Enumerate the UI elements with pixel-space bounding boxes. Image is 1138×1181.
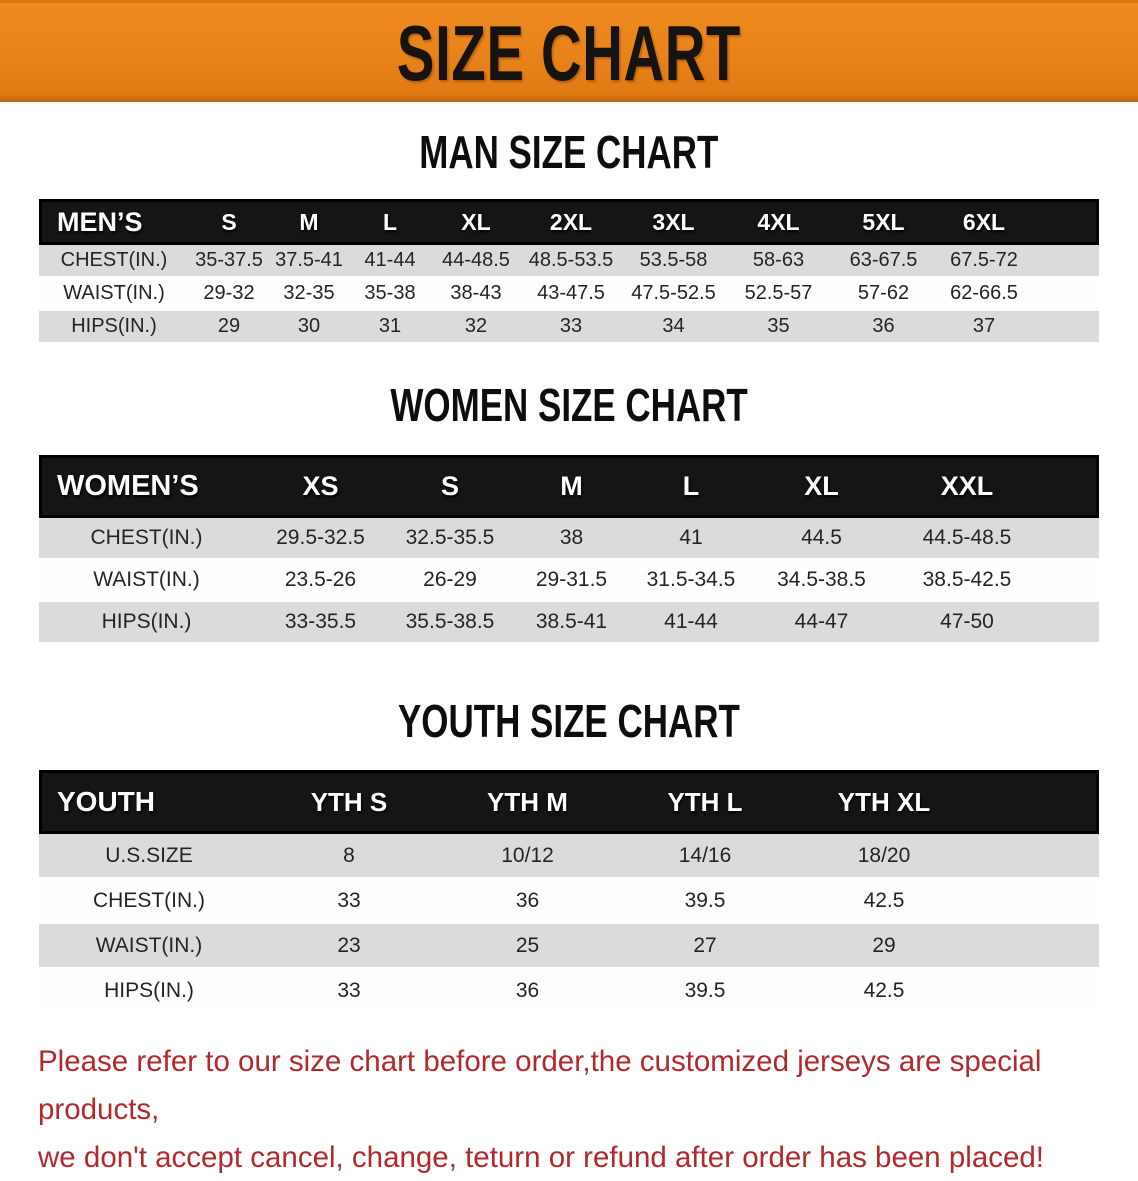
measurement-value-cell: 44-48.5 [431, 245, 521, 278]
measurement-value-cell: 32-35 [269, 278, 349, 311]
measurement-row-label: CHEST(IN.) [39, 879, 259, 924]
youth-header-row [39, 770, 1099, 834]
measurement-value-cell: 38.5-41 [513, 602, 630, 644]
measurement-value-cell: 29.5-32.5 [254, 518, 387, 560]
measurement-value-cell: 26-29 [387, 560, 513, 602]
disclaimer-text [38, 1038, 1108, 1181]
measurement-value-cell: 30 [269, 311, 349, 344]
measurement-value-cell: 41 [630, 518, 752, 560]
measurement-row-label: U.S.SIZE [39, 834, 259, 879]
measurement-row [39, 311, 1099, 344]
measurement-value-cell: 38.5-42.5 [891, 560, 1043, 602]
measurement-value-cell: 29 [794, 924, 974, 969]
measurement-value-cell: 44.5-48.5 [891, 518, 1043, 560]
size-column-header: L [349, 199, 431, 245]
measurement-value-cell: 27 [616, 924, 794, 969]
size-column-header: M [513, 455, 630, 518]
measurement-value-cell: 14/16 [616, 834, 794, 879]
disclaimer-line-1: Please refer to our size chart before order,the customized jerseys are special products, [38, 1045, 1042, 1126]
size-column-header: XXL [891, 455, 1043, 518]
measurement-value-cell: 38 [513, 518, 630, 560]
measurement-value-cell: 36 [439, 969, 616, 1014]
men-header-row [39, 199, 1099, 245]
filler-cell [974, 834, 1099, 879]
measurement-value-cell: 41-44 [349, 245, 431, 278]
measurement-value-cell: 38-43 [431, 278, 521, 311]
size-column-header: XL [752, 455, 891, 518]
youth-size-table [39, 770, 1099, 1014]
measurement-value-cell: 33 [259, 969, 439, 1014]
filler-cell [974, 770, 1099, 834]
measurement-row-label: WAIST(IN.) [39, 560, 254, 602]
measurement-value-cell: 33-35.5 [254, 602, 387, 644]
filler-cell [1032, 311, 1099, 344]
measurement-value-cell: 8 [259, 834, 439, 879]
measurement-value-cell: 42.5 [794, 879, 974, 924]
filler-cell [974, 924, 1099, 969]
measurement-row [39, 969, 1099, 1014]
measurement-value-cell: 44-47 [752, 602, 891, 644]
measurement-value-cell: 25 [439, 924, 616, 969]
size-column-header: S [387, 455, 513, 518]
filler-cell [1043, 602, 1099, 644]
measurement-value-cell: 44.5 [752, 518, 891, 560]
filler-cell [1032, 199, 1099, 245]
measurement-value-cell: 32 [431, 311, 521, 344]
size-column-header: 6XL [936, 199, 1032, 245]
measurement-value-cell: 37 [936, 311, 1032, 344]
measurement-row [39, 278, 1099, 311]
measurement-value-cell: 23 [259, 924, 439, 969]
measurement-value-cell: 35-37.5 [189, 245, 269, 278]
size-column-header: S [189, 199, 269, 245]
disclaimer-line-2: we don't accept cancel, change, teturn or refund after order has been placed! [38, 1140, 1044, 1174]
men-section-heading: MAN SIZE CHART [419, 126, 719, 178]
youth-table-body [39, 834, 1099, 1014]
size-chart-banner [0, 0, 1138, 102]
size-column-header: M [269, 199, 349, 245]
measurement-value-cell: 34 [621, 311, 726, 344]
measurement-value-cell: 10/12 [439, 834, 616, 879]
filler-cell [1032, 245, 1099, 278]
measurement-value-cell: 31.5-34.5 [630, 560, 752, 602]
measurement-row-label: HIPS(IN.) [39, 602, 254, 644]
measurement-value-cell: 35 [726, 311, 831, 344]
measurement-value-cell: 39.5 [616, 879, 794, 924]
women-section-heading: WOMEN SIZE CHART [390, 379, 748, 431]
measurement-value-cell: 52.5-57 [726, 278, 831, 311]
measurement-row-label: WAIST(IN.) [39, 924, 259, 969]
measurement-value-cell: 36 [831, 311, 936, 344]
size-column-header: XS [254, 455, 387, 518]
size-column-header: YTH M [439, 770, 616, 834]
measurement-value-cell: 18/20 [794, 834, 974, 879]
measurement-value-cell: 63-67.5 [831, 245, 936, 278]
filler-cell [974, 969, 1099, 1014]
filler-cell [974, 879, 1099, 924]
measurement-value-cell: 36 [439, 879, 616, 924]
measurement-value-cell: 32.5-35.5 [387, 518, 513, 560]
measurement-value-cell: 29 [189, 311, 269, 344]
measurement-value-cell: 35-38 [349, 278, 431, 311]
measurement-value-cell: 29-32 [189, 278, 269, 311]
measurement-row [39, 879, 1099, 924]
women-table-body [39, 518, 1099, 644]
measurement-value-cell: 34.5-38.5 [752, 560, 891, 602]
measurement-row-label: CHEST(IN.) [39, 245, 189, 278]
measurement-value-cell: 47.5-52.5 [621, 278, 726, 311]
corner-label: MEN’S [39, 199, 189, 245]
measurement-row-label: HIPS(IN.) [39, 969, 259, 1014]
measurement-value-cell: 23.5-26 [254, 560, 387, 602]
measurement-row [39, 560, 1099, 602]
measurement-row [39, 518, 1099, 560]
measurement-value-cell: 57-62 [831, 278, 936, 311]
size-column-header: 3XL [621, 199, 726, 245]
women-size-table [39, 455, 1099, 644]
measurement-row [39, 924, 1099, 969]
measurement-row-label: WAIST(IN.) [39, 278, 189, 311]
corner-label: YOUTH [39, 770, 259, 834]
men-size-table [39, 199, 1099, 344]
measurement-value-cell: 42.5 [794, 969, 974, 1014]
measurement-value-cell: 47-50 [891, 602, 1043, 644]
filler-cell [1043, 560, 1099, 602]
measurement-value-cell: 29-31.5 [513, 560, 630, 602]
size-column-header: YTH S [259, 770, 439, 834]
measurement-value-cell: 62-66.5 [936, 278, 1032, 311]
measurement-value-cell: 37.5-41 [269, 245, 349, 278]
measurement-value-cell: 53.5-58 [621, 245, 726, 278]
women-header-row [39, 455, 1099, 518]
men-table-body [39, 245, 1099, 344]
size-column-header: YTH XL [794, 770, 974, 834]
measurement-value-cell: 41-44 [630, 602, 752, 644]
measurement-row [39, 834, 1099, 879]
size-column-header: XL [431, 199, 521, 245]
filler-cell [1043, 455, 1099, 518]
size-column-header: L [630, 455, 752, 518]
measurement-value-cell: 58-63 [726, 245, 831, 278]
size-column-header: 2XL [521, 199, 621, 245]
measurement-value-cell: 35.5-38.5 [387, 602, 513, 644]
measurement-value-cell: 43-47.5 [521, 278, 621, 311]
measurement-value-cell: 67.5-72 [936, 245, 1032, 278]
corner-label: WOMEN’S [39, 455, 254, 518]
measurement-value-cell: 33 [521, 311, 621, 344]
measurement-row [39, 245, 1099, 278]
measurement-value-cell: 31 [349, 311, 431, 344]
measurement-value-cell: 48.5-53.5 [521, 245, 621, 278]
size-column-header: YTH L [616, 770, 794, 834]
measurement-row-label: CHEST(IN.) [39, 518, 254, 560]
measurement-row-label: HIPS(IN.) [39, 311, 189, 344]
youth-section-heading: YOUTH SIZE CHART [398, 695, 740, 747]
filler-cell [1032, 278, 1099, 311]
measurement-value-cell: 39.5 [616, 969, 794, 1014]
measurement-value-cell: 33 [259, 879, 439, 924]
filler-cell [1043, 518, 1099, 560]
banner-title: SIZE CHART [396, 8, 742, 97]
size-column-header: 5XL [831, 199, 936, 245]
measurement-row [39, 602, 1099, 644]
size-column-header: 4XL [726, 199, 831, 245]
